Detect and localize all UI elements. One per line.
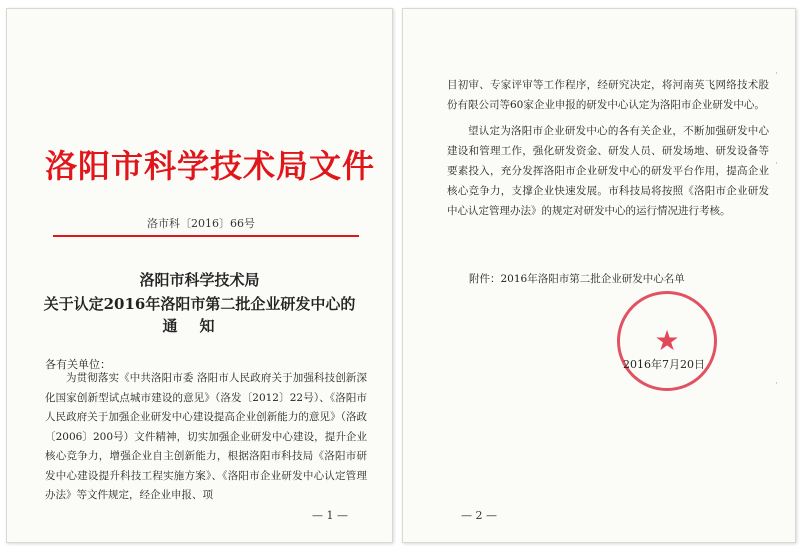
- masthead-title: 洛阳市科学技术局文件: [45, 147, 376, 185]
- binding-mark: ·: [775, 69, 778, 79]
- document-number: 洛市科〔2016〕66号: [147, 217, 255, 230]
- page-number: — 1 —: [312, 509, 348, 522]
- binding-mark: ·: [775, 379, 778, 389]
- body-paragraph-2: 望认定为洛阳市企业研发中心的各有关企业，不断加强研发中心建设和管理工作，强化研发资金、研发人员、研发场地、研发设备等要素投入，充分发挥洛阳市企业研发中心的研发平台作用，提高企业核心竞争力，支撑企业快速发展。市科技局将按照《洛阳市企业研发中心认定管理办法》的规定对研发中心的运行情况进行考核。: [447, 125, 769, 217]
- seal-star-icon: ★: [654, 324, 680, 357]
- notice-subject: 关于认定2016年洛阳市第二批企业研发中心的: [43, 295, 356, 313]
- issuing-organization: 洛阳市科学技术局: [139, 271, 260, 289]
- page-number: — 2 —: [461, 509, 497, 522]
- document-page-2: [402, 8, 796, 543]
- notice-heading: 通知: [162, 317, 237, 335]
- issue-date: 2016年7月20日: [623, 358, 705, 371]
- official-seal: [617, 291, 717, 391]
- salutation: 各有关单位：: [45, 358, 111, 371]
- document-page-1: [6, 8, 393, 543]
- binding-mark: ·: [775, 159, 778, 169]
- page2-body: [447, 75, 769, 221]
- attachment-line: 附件：2016年洛阳市第二批企业研发中心名单: [469, 273, 685, 285]
- continuation-paragraph: 目初审、专家评审等工作程序，经研究决定，将河南英飞网络技术股份有限公司等60家企业申报的研发中心认定为洛阳市企业研发中心。: [447, 79, 769, 111]
- body-paragraph-1: 为贯彻落实《中共洛阳市委 洛阳市人民政府关于加强科技创新深化国家创新型试点城市建设的意见》（洛发〔2012〕22号）、《洛阳市人民政府关于加强企业研发中心建设提高企业创新能力的意见》（洛政〔2006〕200号）文件精神，切实加强企业研发中心建设，提升企业核心竞争力，增强企业自主创新能力，根据洛阳市科技局《洛阳市研发中心建设提升科技工程实施方案》、《洛阳市企业研发中心认定管理办法》等文件规定，经企业申报、项: [45, 372, 367, 501]
- red-divider-line: [53, 235, 359, 237]
